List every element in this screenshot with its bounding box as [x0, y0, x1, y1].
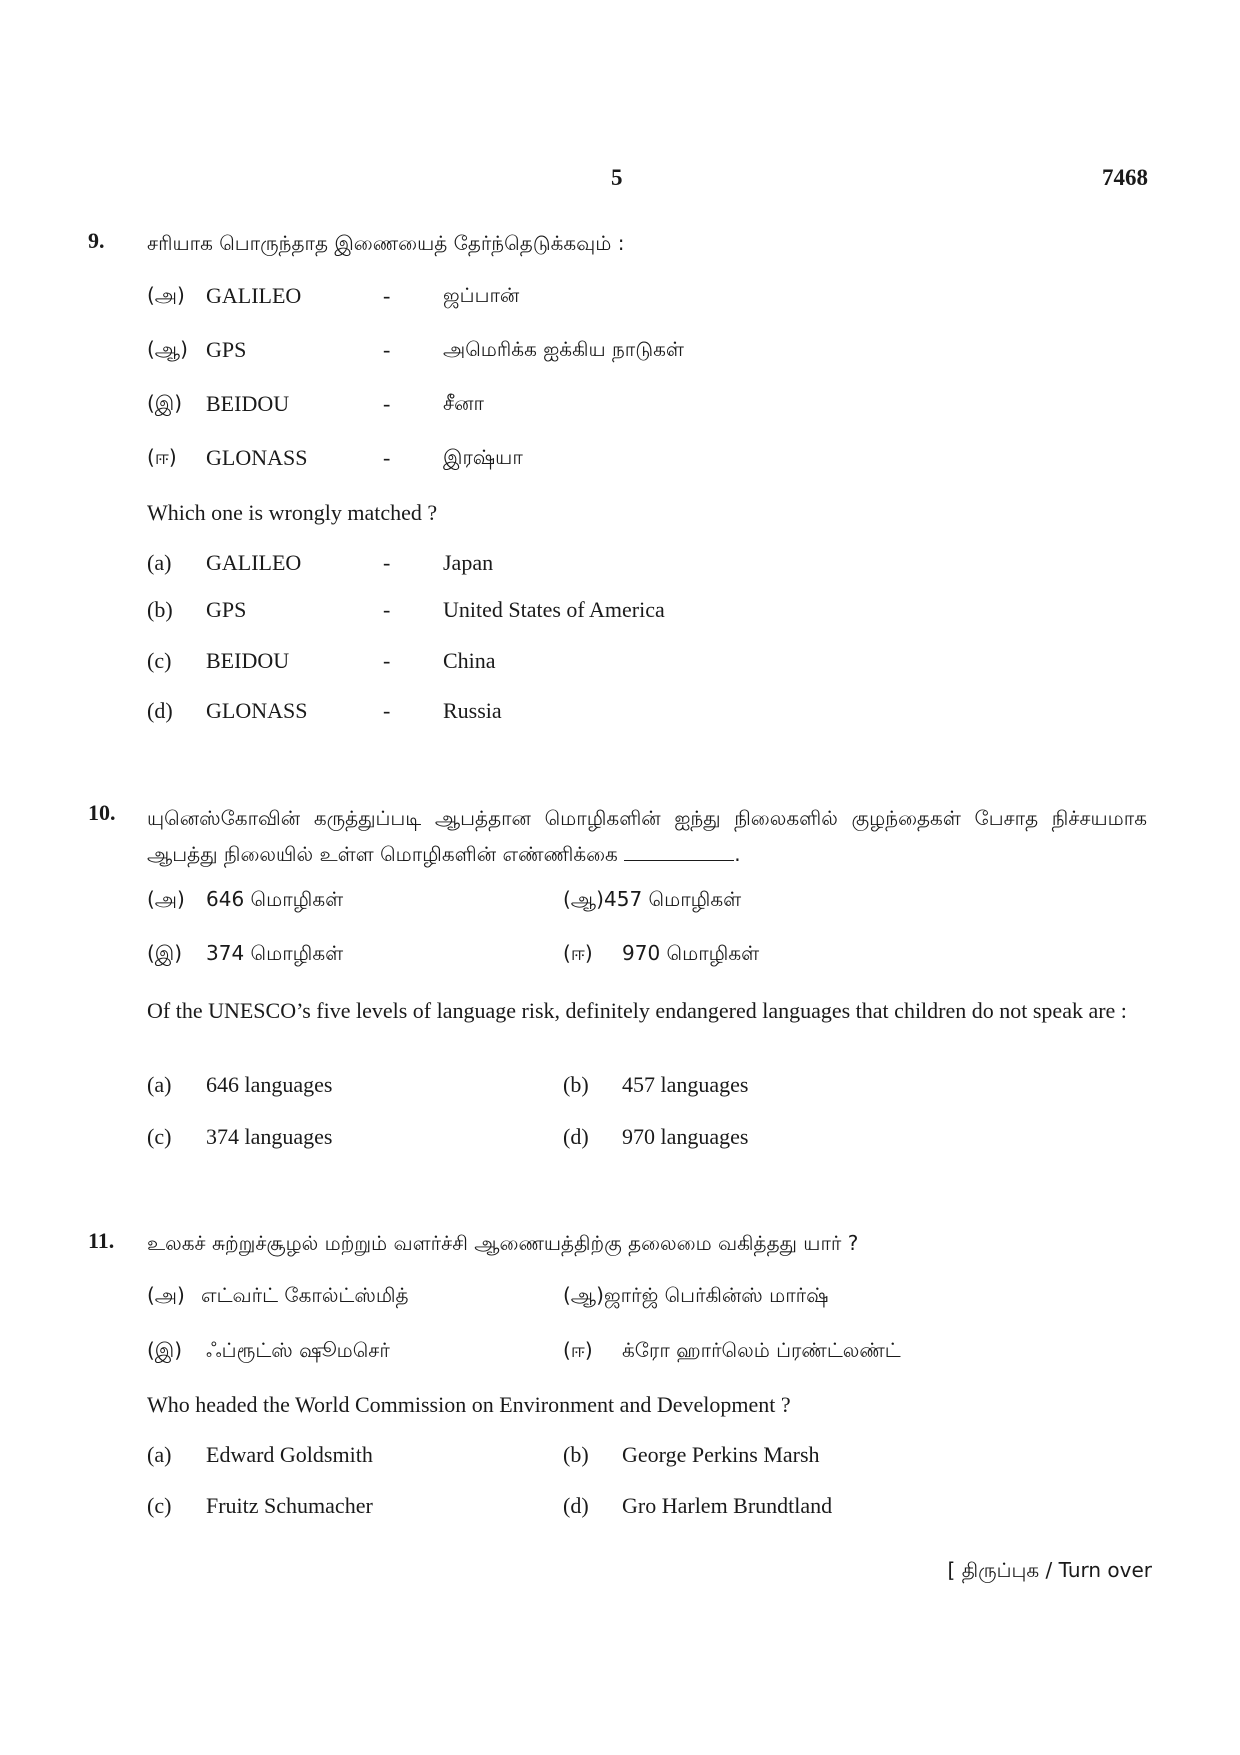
question-number: 10.: [88, 800, 116, 825]
turn-over-note: [ திருப்புக / Turn over: [947, 1558, 1152, 1582]
option-text: 646 மொழிகள்: [206, 887, 344, 911]
option-label: (b): [563, 1442, 589, 1467]
option-text: 457 languages: [622, 1072, 749, 1097]
option-text: க்ரோ ஹார்லெம் ப்ரண்ட்லண்ட்: [622, 1338, 901, 1362]
option-label: (a): [147, 1072, 172, 1097]
option-label: (இ): [147, 1338, 183, 1362]
option-right: China: [443, 648, 496, 673]
option-label: (ஈ): [563, 1338, 593, 1362]
option-right: சீனா: [443, 391, 484, 415]
option-text: George Perkins Marsh: [622, 1442, 820, 1467]
option-label: (ஈ): [563, 941, 593, 965]
option-label: (d): [563, 1493, 589, 1518]
option-label: (a): [147, 1442, 172, 1467]
option-dash: -: [383, 337, 391, 362]
option-left: GPS: [206, 597, 247, 622]
question-number: 9.: [88, 228, 105, 253]
option-label: (ஈ): [147, 445, 177, 469]
option-dash: -: [383, 648, 391, 673]
option-left: GLONASS: [206, 698, 308, 723]
question-11: [88, 1228, 1148, 1518]
option-label: (c): [147, 1124, 172, 1149]
option-label: (அ): [147, 1283, 185, 1307]
option-dash: -: [383, 391, 391, 416]
option-dash: -: [383, 283, 391, 308]
option-label: (ஆ): [563, 1283, 604, 1307]
option-right: Russia: [443, 698, 502, 723]
question-text-english: Of the UNESCO’s five levels of language risk, definitely endangered languages that children do not speak are :: [147, 998, 1127, 1023]
option-text: எட்வர்ட் கோல்ட்ஸ்மித்: [201, 1283, 409, 1307]
option-text: 970 languages: [622, 1124, 749, 1149]
option-label: (அ): [147, 283, 185, 307]
option-label: (d): [563, 1124, 589, 1149]
option-label: (b): [563, 1072, 589, 1097]
option-right: ஜப்பான்: [443, 283, 520, 307]
question-text-tamil: யுனெஸ்கோவின் கருத்துப்படி ஆபத்தான மொழிகளின் ஐந்து நிலைகளில் குழந்தைகள் பேசாத நிச்சயமாக ஆபத்து நிலையில் உள்ள மொழிகளின் எண்ணிக்கை .: [147, 806, 1147, 866]
option-dash: -: [383, 698, 391, 723]
option-label: (அ): [147, 887, 185, 911]
option-text: 457 மொழிகள்: [604, 887, 742, 911]
question-number: 11.: [88, 1228, 115, 1253]
option-text: 646 languages: [206, 1072, 333, 1097]
question-text-tamil: உலகச் சுற்றுச்சூழல் மற்றும் வளர்ச்சி ஆணையத்திற்கு தலைமை வகித்தது யார் ?: [147, 1231, 859, 1255]
option-left: GLONASS: [206, 445, 308, 470]
option-left: BEIDOU: [206, 391, 290, 416]
option-text: Edward Goldsmith: [206, 1442, 373, 1467]
option-left: GALILEO: [206, 550, 302, 575]
option-text: 374 languages: [206, 1124, 333, 1149]
question-text-tamil: சரியாக பொருந்தாத இணையைத் தேர்ந்தெடுக்கவும் :: [147, 231, 625, 255]
option-pair: [147, 887, 1147, 917]
paper-code: 7468: [1102, 165, 1148, 190]
option-right: இரஷ்யா: [443, 445, 523, 469]
option-dash: -: [383, 597, 391, 622]
option-right: United States of America: [443, 597, 665, 622]
option-text: 970 மொழிகள்: [622, 941, 760, 965]
option-label: (ஆ): [147, 337, 188, 361]
option-label: (a): [147, 550, 172, 575]
question-text-english: Which one is wrongly matched ?: [147, 500, 438, 525]
option-text: ஜார்ஜ் பெர்கின்ஸ் மார்ஷ்: [604, 1283, 829, 1307]
option-label: (ஆ): [563, 887, 604, 911]
option-dash: -: [383, 445, 391, 470]
question-text-english: Who headed the World Commission on Environment and Development ?: [147, 1392, 791, 1417]
question-9: [88, 228, 1148, 723]
option-pair: [147, 1072, 1147, 1102]
option-pair: [147, 1124, 1147, 1154]
option-label: (இ): [147, 941, 183, 965]
option-pair: [147, 1493, 1147, 1523]
option-label: (c): [147, 1493, 172, 1518]
option-text: 374 மொழிகள்: [206, 941, 344, 965]
option-dash: -: [383, 550, 391, 575]
option-text: Fruitz Schumacher: [206, 1493, 373, 1518]
option-pair: [147, 1338, 1147, 1368]
option-right: அமெரிக்க ஐக்கிய நாடுகள்: [443, 337, 684, 361]
option-label: (b): [147, 597, 173, 622]
option-pair: [147, 1442, 1147, 1472]
option-left: GPS: [206, 337, 247, 362]
option-label: (d): [147, 698, 173, 723]
option-pair: [147, 941, 1147, 971]
option-text: ஃப்ரூட்ஸ் ஷூமசெர்: [206, 1338, 390, 1362]
option-left: BEIDOU: [206, 648, 290, 673]
option-pair: [147, 1283, 1147, 1313]
option-label: (c): [147, 648, 172, 673]
option-left: GALILEO: [206, 283, 302, 308]
page-number: 5: [611, 165, 623, 190]
question-10: [88, 800, 1148, 1149]
option-text: Gro Harlem Brundtland: [622, 1493, 833, 1518]
option-label: (இ): [147, 391, 183, 415]
option-right: Japan: [443, 550, 494, 575]
answer-blank: [624, 842, 734, 861]
